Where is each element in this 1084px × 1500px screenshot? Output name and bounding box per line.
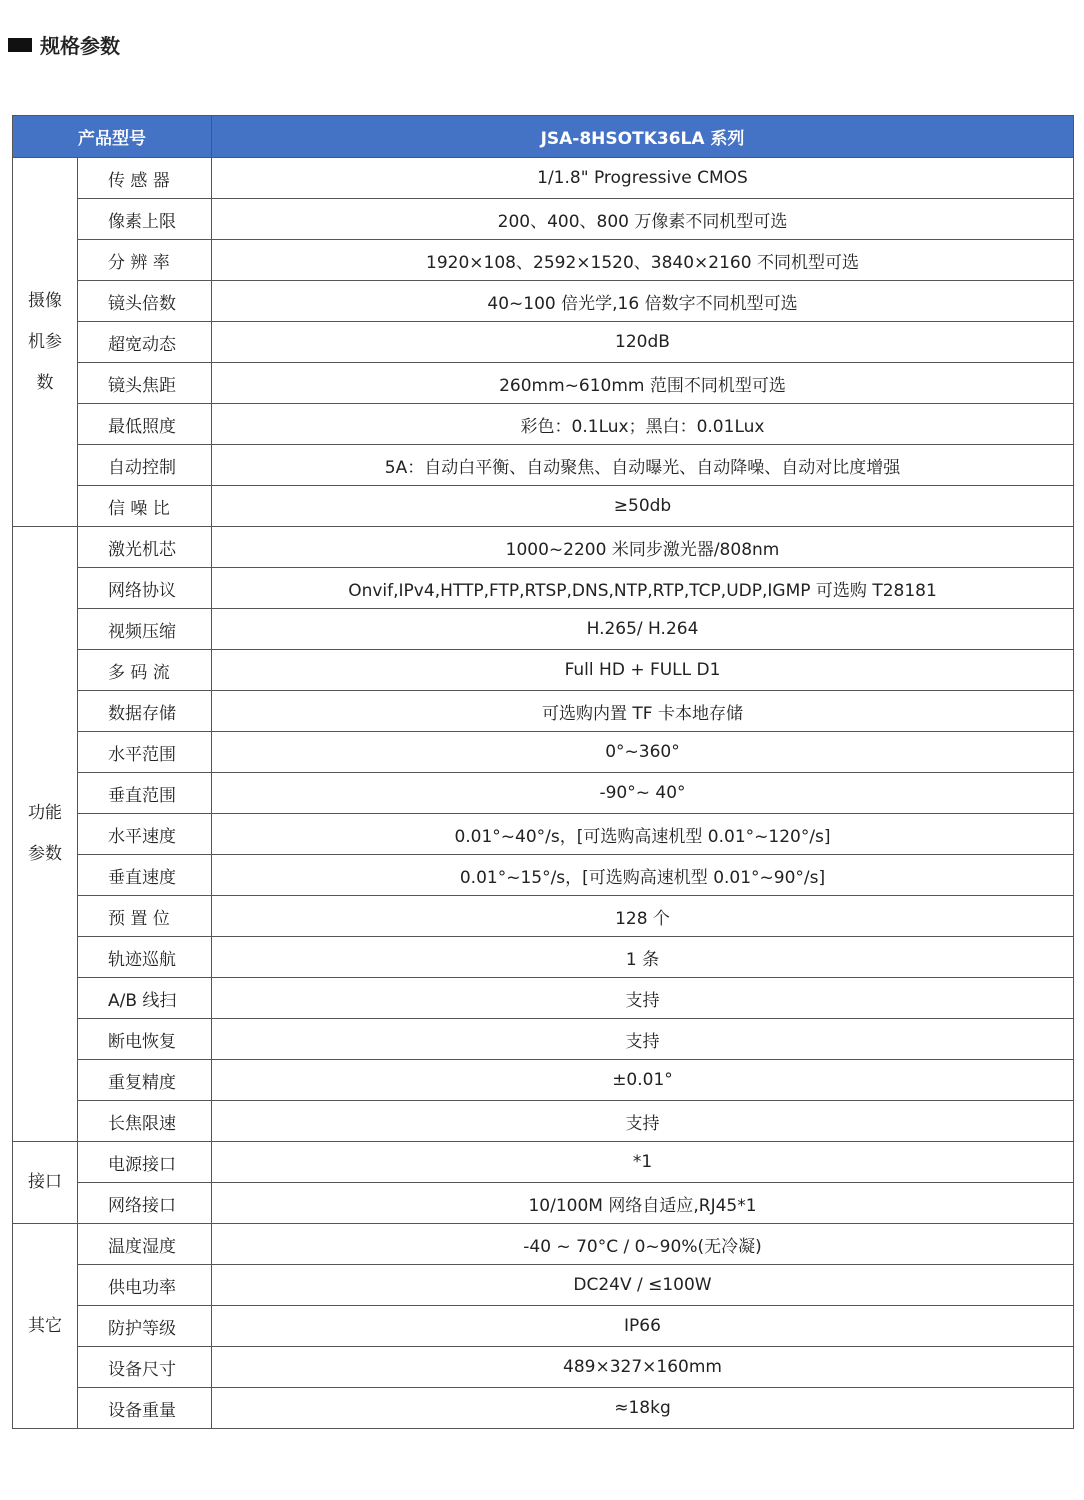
table-row <box>13 1101 1074 1142</box>
table-row <box>13 281 1074 322</box>
table-row <box>13 1183 1074 1224</box>
group-label: 功能 参数 <box>13 527 78 1142</box>
table-row <box>13 1388 1074 1429</box>
spec-name: 数据存储 <box>78 691 212 732</box>
spec-value: 489×327×160mm <box>212 1347 1074 1388</box>
spec-name: 最低照度 <box>78 404 212 445</box>
spec-value: 200、400、800 万像素不同机型可选 <box>212 199 1074 240</box>
table-row <box>13 732 1074 773</box>
spec-name: 多 码 流 <box>78 650 212 691</box>
spec-value: 10/100M 网络自适应,RJ45*1 <box>212 1183 1074 1224</box>
spec-value: 0.01°~40°/s，[可选购高速机型 0.01°~120°/s] <box>212 814 1074 855</box>
table-row <box>13 814 1074 855</box>
spec-name: 重复精度 <box>78 1060 212 1101</box>
spec-value: DC24V / ≤100W <box>212 1265 1074 1306</box>
table-row <box>13 937 1074 978</box>
spec-value: *1 <box>212 1142 1074 1183</box>
table-row <box>13 363 1074 404</box>
table-row <box>13 1347 1074 1388</box>
spec-name: 防护等级 <box>78 1306 212 1347</box>
spec-name: 轨迹巡航 <box>78 937 212 978</box>
table-row <box>13 1306 1074 1347</box>
spec-name: 水平速度 <box>78 814 212 855</box>
group-label: 接口 <box>13 1142 78 1224</box>
spec-value: 260mm~610mm 范围不同机型可选 <box>212 363 1074 404</box>
table-row <box>13 650 1074 691</box>
spec-value: 40~100 倍光学,16 倍数字不同机型可选 <box>212 281 1074 322</box>
spec-name: 激光机芯 <box>78 527 212 568</box>
table-row <box>13 527 1074 568</box>
spec-name: 超宽动态 <box>78 322 212 363</box>
table-row <box>13 322 1074 363</box>
spec-name: 镜头倍数 <box>78 281 212 322</box>
spec-name: 预 置 位 <box>78 896 212 937</box>
table-row <box>13 1224 1074 1265</box>
section-title: 规格参数 <box>8 30 120 59</box>
spec-name: 传 感 器 <box>78 158 212 199</box>
spec-value: 可选购内置 TF 卡本地存储 <box>212 691 1074 732</box>
spec-name: 自动控制 <box>78 445 212 486</box>
spec-name: 电源接口 <box>78 1142 212 1183</box>
table-row <box>13 486 1074 527</box>
spec-name: 水平范围 <box>78 732 212 773</box>
spec-value: 1 条 <box>212 937 1074 978</box>
group-label: 摄像 机参 数 <box>13 158 78 527</box>
table-row <box>13 1142 1074 1183</box>
spec-name: 垂直范围 <box>78 773 212 814</box>
spec-name: 断电恢复 <box>78 1019 212 1060</box>
header-value: JSA-8HSOTK36LA 系列 <box>212 116 1074 158</box>
table-row <box>13 158 1074 199</box>
table-row <box>13 855 1074 896</box>
table-row <box>13 978 1074 1019</box>
table-row <box>13 896 1074 937</box>
spec-value: IP66 <box>212 1306 1074 1347</box>
spec-name: 温度湿度 <box>78 1224 212 1265</box>
spec-value: ≈18kg <box>212 1388 1074 1429</box>
table-row <box>13 773 1074 814</box>
spec-name: 设备重量 <box>78 1388 212 1429</box>
spec-value: ≥50db <box>212 486 1074 527</box>
spec-value: 支持 <box>212 1101 1074 1142</box>
spec-table <box>12 115 1074 1429</box>
spec-value: 128 个 <box>212 896 1074 937</box>
spec-name: 像素上限 <box>78 199 212 240</box>
table-row <box>13 1060 1074 1101</box>
spec-value: 0°~360° <box>212 732 1074 773</box>
spec-value: 1000~2200 米同步激光器/808nm <box>212 527 1074 568</box>
spec-name: 长焦限速 <box>78 1101 212 1142</box>
spec-value: Onvif,IPv4,HTTP,FTP,RTSP,DNS,NTP,RTP,TCP,UDP,IGMP 可选购 T28181 <box>212 568 1074 609</box>
spec-value: 1/1.8" Progressive CMOS <box>212 158 1074 199</box>
table-header <box>13 116 1074 158</box>
table-row <box>13 404 1074 445</box>
spec-name: 镜头焦距 <box>78 363 212 404</box>
spec-value: Full HD + FULL D1 <box>212 650 1074 691</box>
table-row <box>13 1265 1074 1306</box>
spec-name: 垂直速度 <box>78 855 212 896</box>
square-bullet-icon <box>8 38 32 52</box>
table-row <box>13 199 1074 240</box>
table-row <box>13 609 1074 650</box>
table-row <box>13 240 1074 281</box>
table-row <box>13 568 1074 609</box>
spec-name: 网络协议 <box>78 568 212 609</box>
spec-value: ±0.01° <box>212 1060 1074 1101</box>
spec-value: 120dB <box>212 322 1074 363</box>
group-label: 其它 <box>13 1224 78 1429</box>
spec-name: 视频压缩 <box>78 609 212 650</box>
table-row <box>13 1019 1074 1060</box>
spec-name: A/B 线扫 <box>78 978 212 1019</box>
spec-value: -90°~ 40° <box>212 773 1074 814</box>
spec-name: 网络接口 <box>78 1183 212 1224</box>
spec-value: -40 ~ 70°C / 0~90%(无冷凝) <box>212 1224 1074 1265</box>
header-label: 产品型号 <box>13 116 212 158</box>
spec-value: 1920×108、2592×1520、3840×2160 不同机型可选 <box>212 240 1074 281</box>
table-row <box>13 691 1074 732</box>
spec-value: 支持 <box>212 1019 1074 1060</box>
spec-value: 0.01°~15°/s，[可选购高速机型 0.01°~90°/s] <box>212 855 1074 896</box>
spec-value: 5A：自动白平衡、自动聚焦、自动曝光、自动降噪、自动对比度增强 <box>212 445 1074 486</box>
spec-name: 分 辨 率 <box>78 240 212 281</box>
spec-name: 设备尺寸 <box>78 1347 212 1388</box>
spec-value: H.265/ H.264 <box>212 609 1074 650</box>
table-row <box>13 445 1074 486</box>
spec-name: 供电功率 <box>78 1265 212 1306</box>
spec-name: 信 噪 比 <box>78 486 212 527</box>
spec-value: 彩色：0.1Lux；黑白：0.01Lux <box>212 404 1074 445</box>
spec-value: 支持 <box>212 978 1074 1019</box>
